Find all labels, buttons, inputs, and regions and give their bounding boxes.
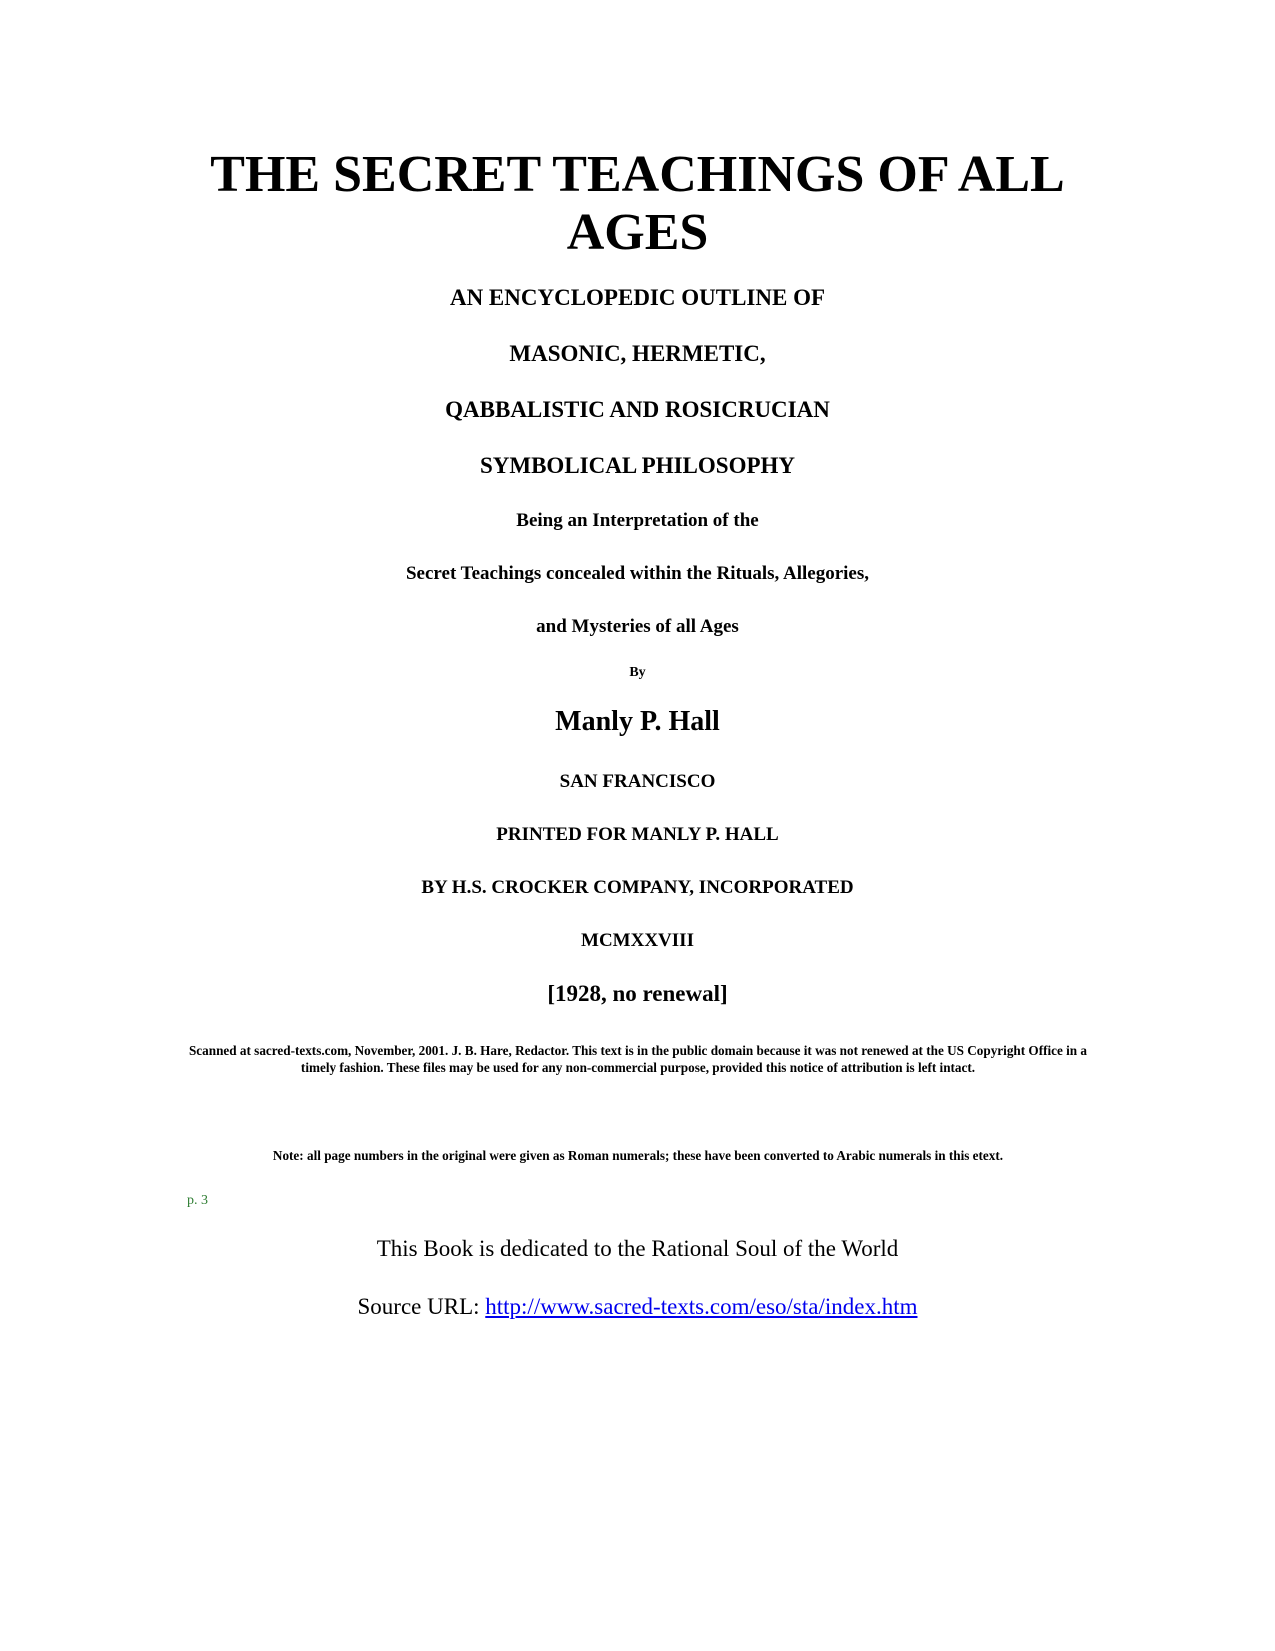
publication-year: MCMXXVIII [581,930,694,951]
interpretation-line-2: Secret Teachings concealed within the Rituals, Allegories, [405,563,870,584]
book-title-line-2: AGES [566,204,709,261]
dedication: This Book is dedicated to the Rational Soul of the World [376,1236,899,1261]
subtitle-line-3: QABBALISTIC AND ROSICRUCIAN [445,397,830,422]
interpretation-line-1: Being an Interpretation of the [516,510,759,531]
book-title [0,146,1275,262]
interpretation-line-3: and Mysteries of all Ages [536,616,739,637]
book-title-line-1: THE SECRET TEACHINGS OF ALL [210,146,1065,203]
subtitle-line-2: MASONIC, HERMETIC, [509,341,766,366]
source-url-link[interactable]: http://www.sacred-texts.com/eso/sta/index.htm [485,1294,918,1319]
subtitle-line-1: AN ENCYCLOPEDIC OUTLINE OF [449,285,826,310]
renewal-note: [1928, no renewal] [547,981,728,1006]
publication-printed-for: PRINTED FOR MANLY P. HALL [496,824,779,845]
publication-printer: BY H.S. CROCKER COMPANY, INCORPORATED [421,877,854,898]
page-number-note: Note: all page numbers in the original were given as Roman numerals; these have been converted to Arabic numerals in this etext. [272,1148,1004,1163]
source-line [0,1292,1275,1322]
subtitle-line-4: SYMBOLICAL PHILOSOPHY [479,453,796,478]
by-label: By [629,665,646,680]
scan-notice: Scanned at sacred-texts.com, November, 2001. J. B. Hare, Redactor. This text is in the public domain because it was not renewed at the US Copyright Office in a timely fashion. These files may be used for any non-commercial purpose, provided this notice of attribution is left intact. [188,1043,1088,1075]
source-label: Source URL: [357,1294,486,1319]
page-marker: p. 3 [187,1193,208,1208]
publication-city: SAN FRANCISCO [559,771,716,792]
author-name: Manly P. Hall [555,706,720,737]
